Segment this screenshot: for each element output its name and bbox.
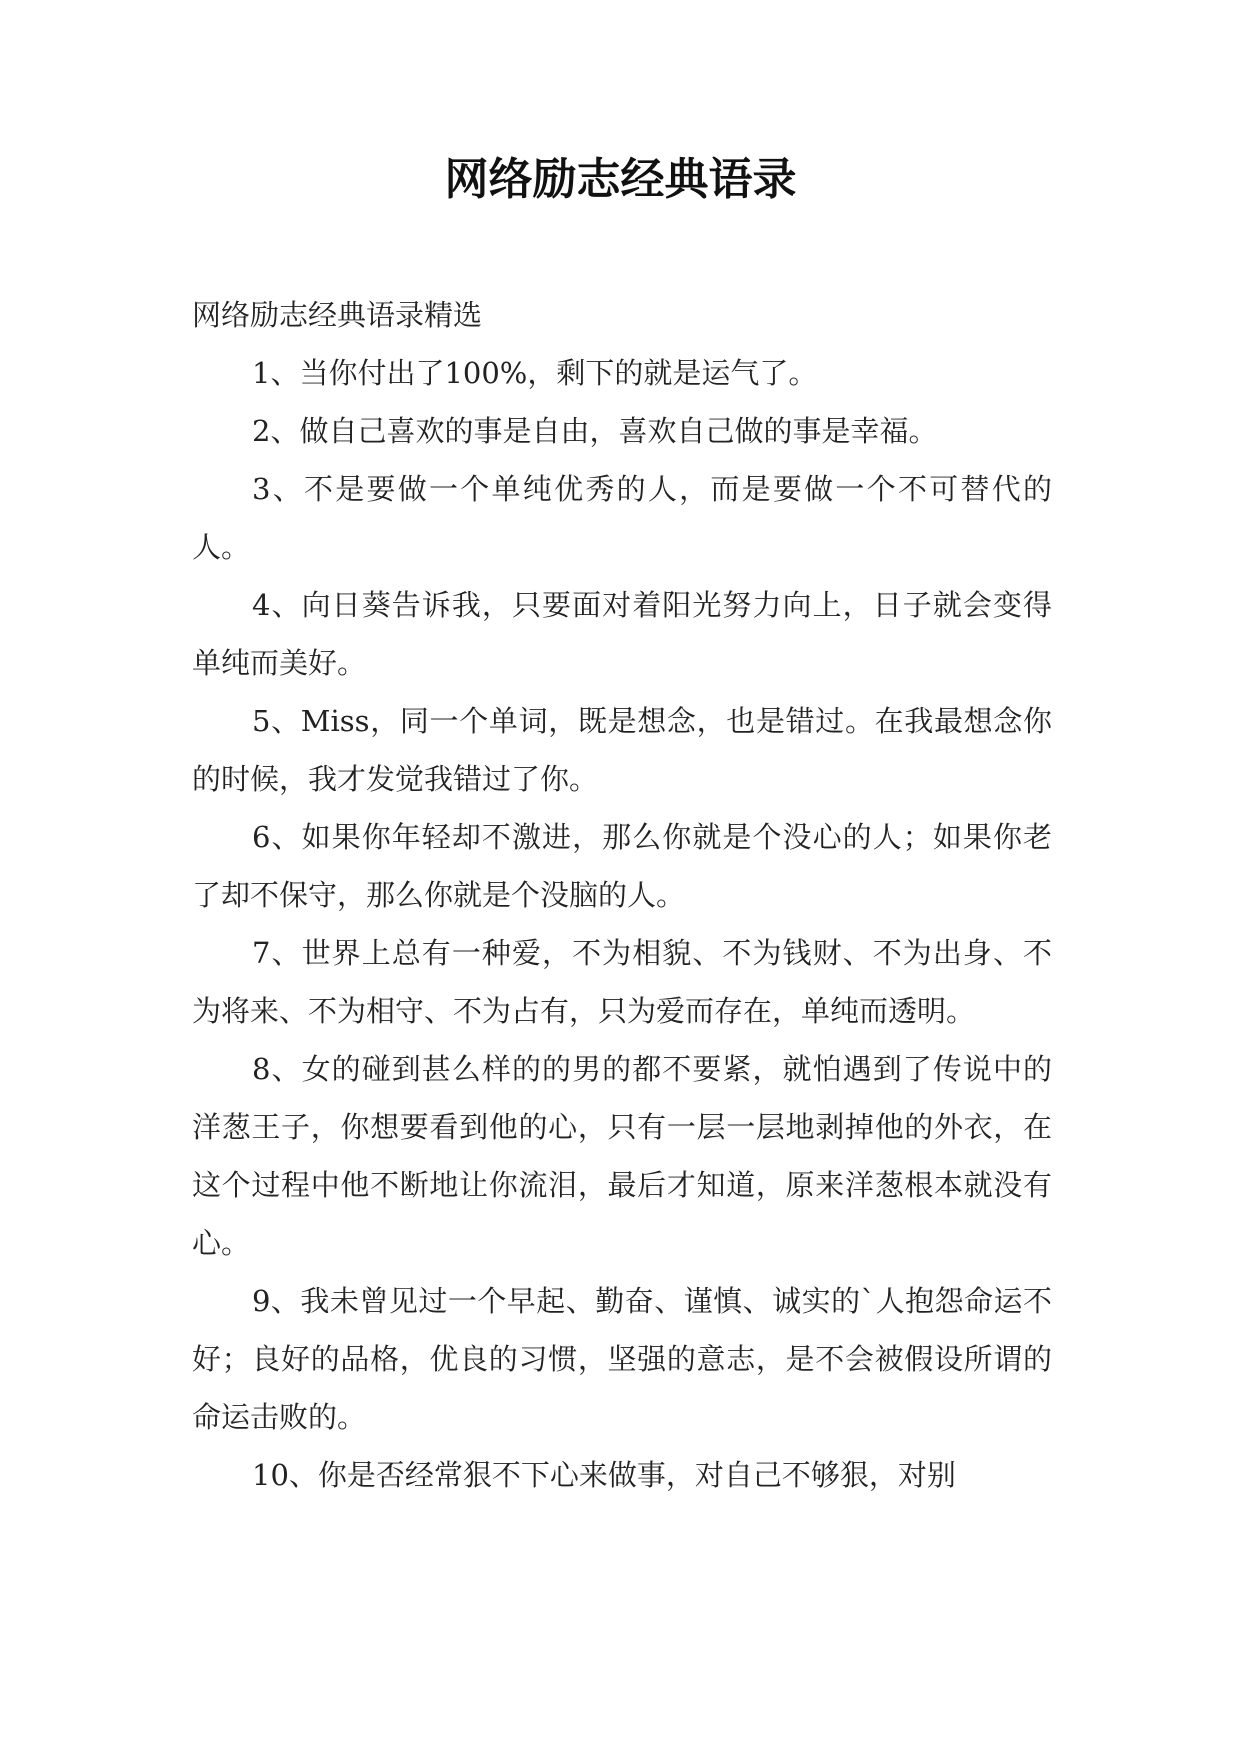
document-body bbox=[192, 286, 1052, 1504]
document-subtitle: 网络励志经典语录精选 bbox=[192, 298, 483, 332]
quote-item-2: 2、做自己喜欢的事是自由，喜欢自己做的事是幸福。 bbox=[252, 414, 938, 448]
quote-item-6: 6、如果你年轻却不激进，那么你就是个没心的人；如果你老了却不保守，那么你就是个没脑的人。 bbox=[192, 820, 1052, 912]
quote-item-1: 1、当你付出了100%，剩下的就是运气了。 bbox=[252, 356, 818, 390]
quote-item-7: 7、世界上总有一种爱，不为相貌、不为钱财、不为出身、不为将来、不为相守、不为占有，只为爱而存在，单纯而透明。 bbox=[192, 936, 1052, 1028]
document-title: 网络励志经典语录 bbox=[444, 154, 797, 205]
quote-item-4: 4、向日葵告诉我，只要面对着阳光努力向上，日子就会变得单纯而美好。 bbox=[192, 588, 1052, 680]
quote-item-8: 8、女的碰到甚么样的的男的都不要紧，就怕遇到了传说中的洋葱王子，你想要看到他的心，只有一层一层地剥掉他的外衣，在这个过程中他不断地让你流泪，最后才知道，原来洋葱根本就没有心。 bbox=[192, 1052, 1052, 1260]
quote-item-10: 10、你是否经常狠不下心来做事，对自己不够狠，对别 bbox=[252, 1458, 956, 1492]
quote-item-5: 5、Miss，同一个单词，既是想念，也是错过。在我最想念你的时候，我才发觉我错过了你。 bbox=[192, 704, 1052, 796]
quote-item-9: 9、我未曾见过一个早起、勤奋、谨慎、诚实的`人抱怨命运不好；良好的品格，优良的习惯，坚强的意志，是不会被假设所谓的命运击败的。 bbox=[192, 1284, 1052, 1434]
quote-item-3: 3、不是要做一个单纯优秀的人，而是要做一个不可替代的人。 bbox=[192, 472, 1052, 564]
